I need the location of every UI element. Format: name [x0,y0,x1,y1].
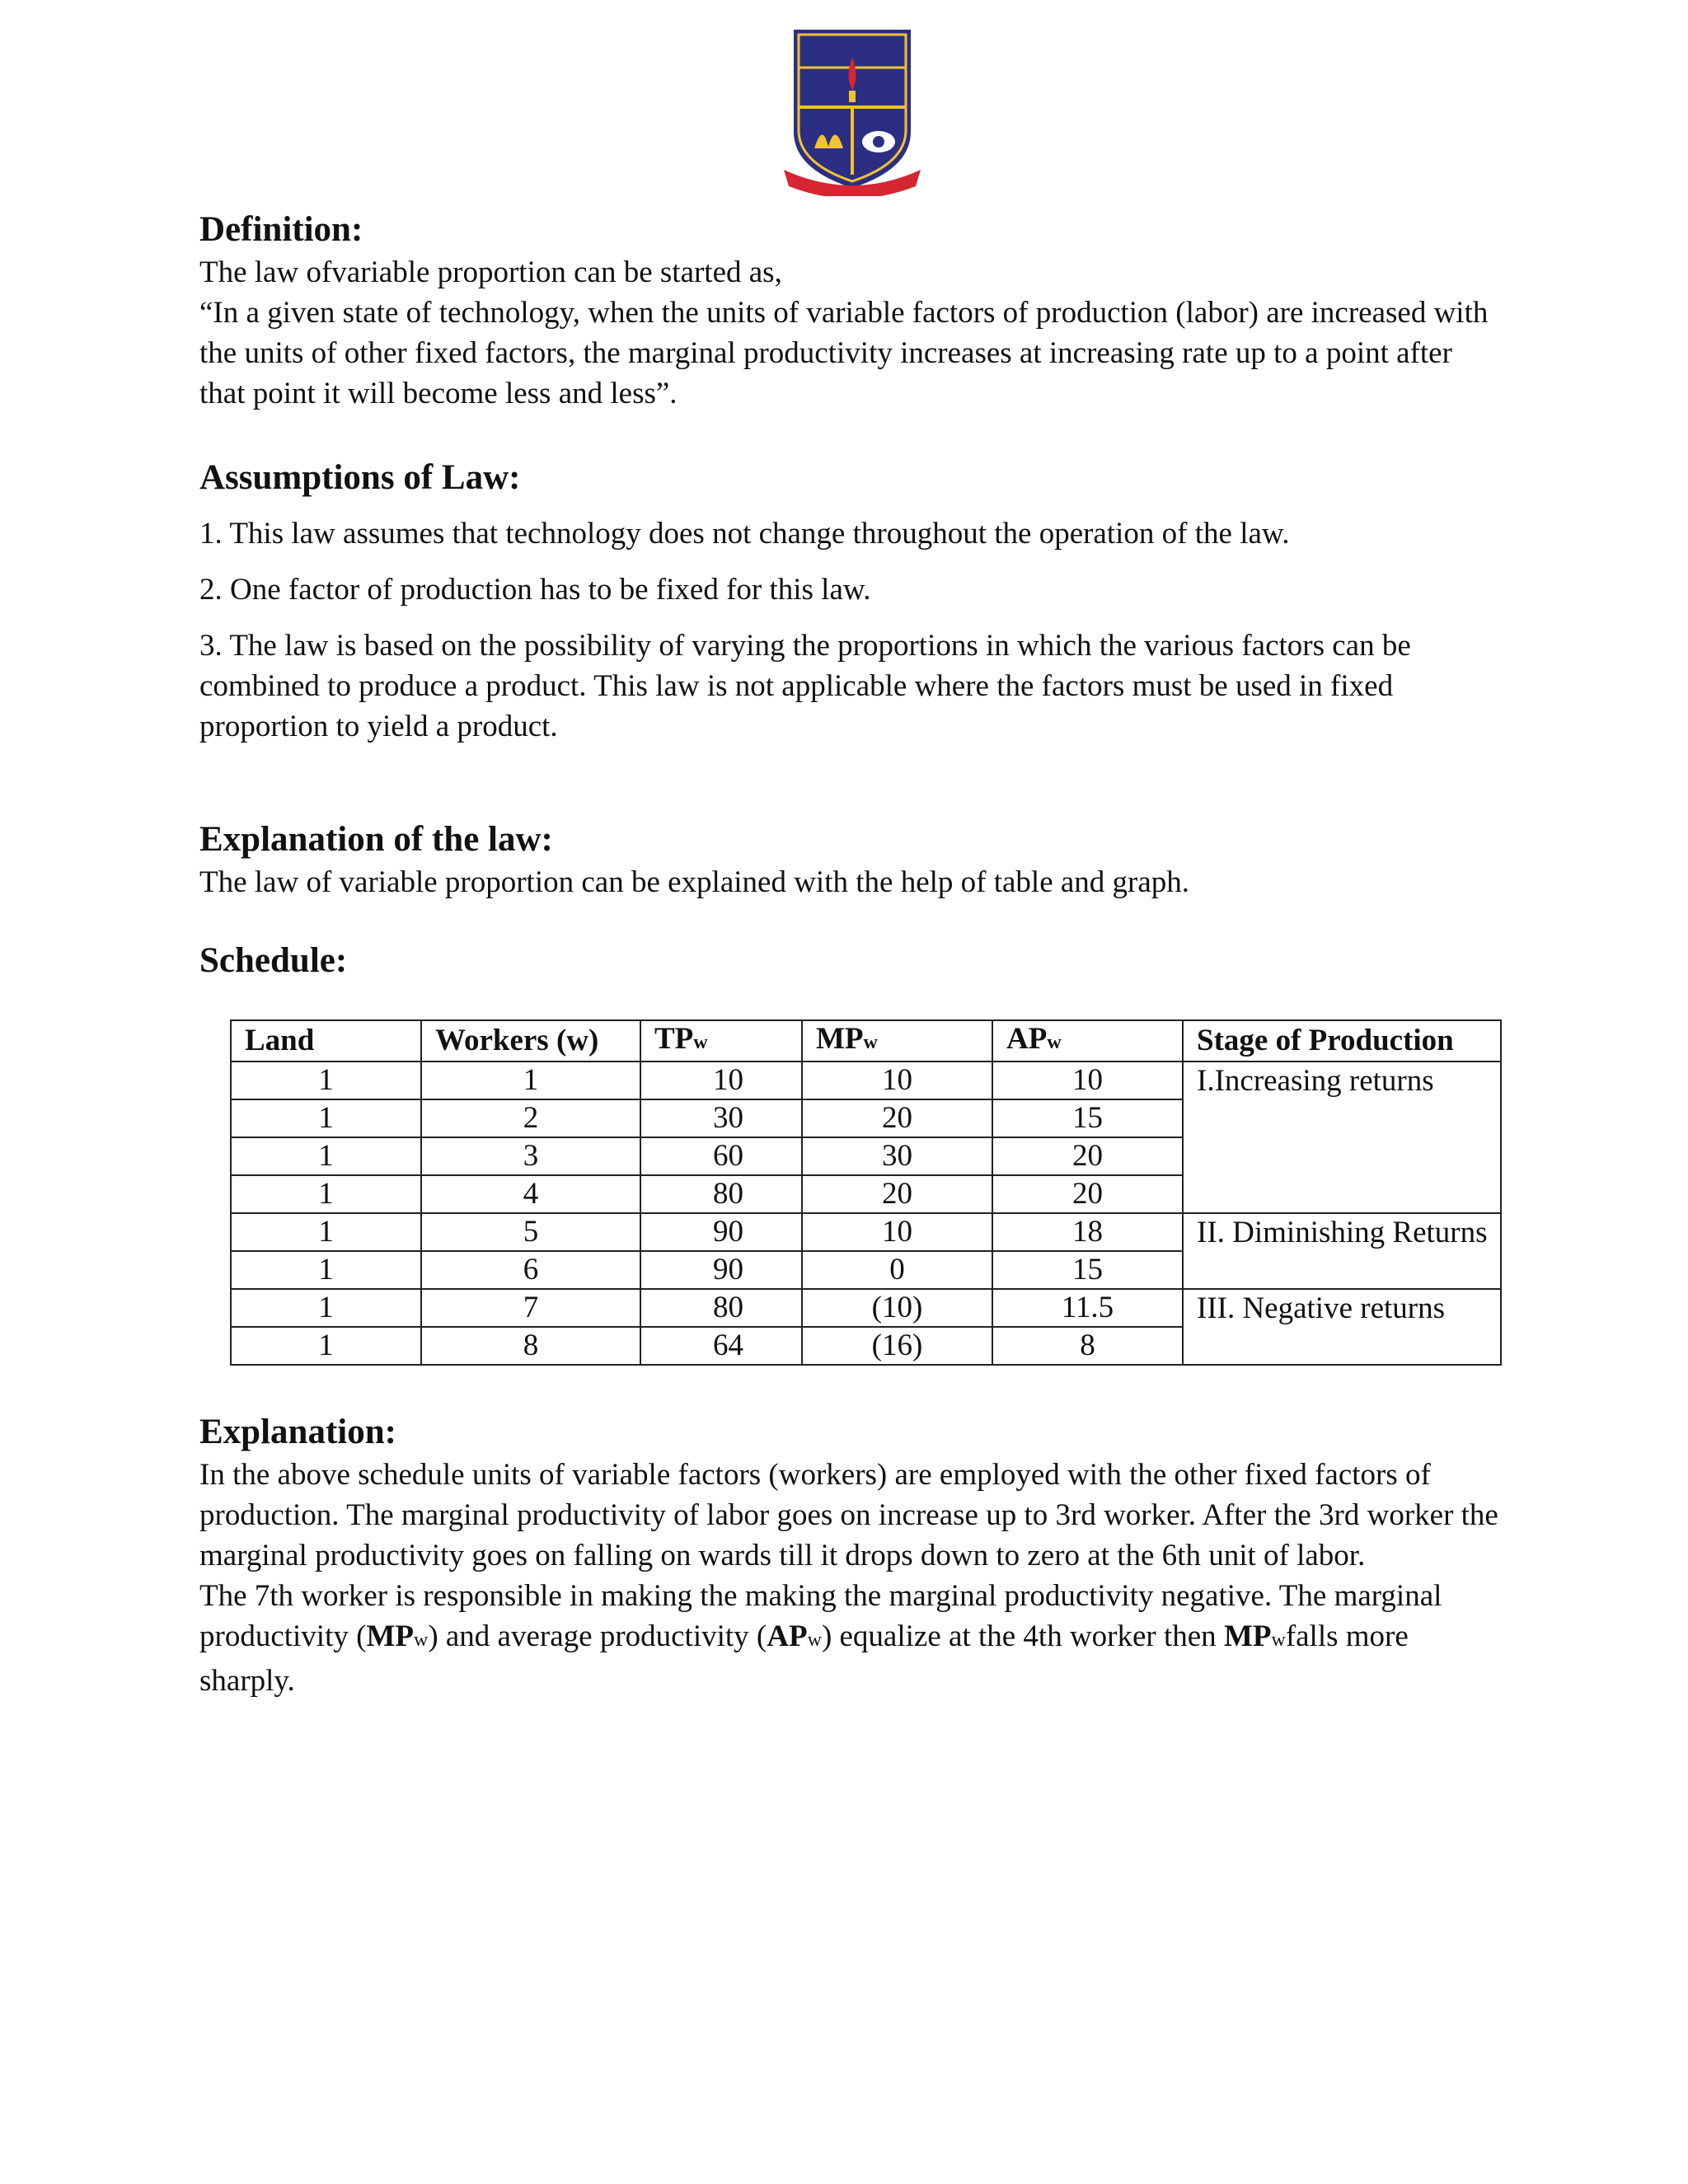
tp-label: TP [654,1022,694,1056]
stage-increasing: I.Increasing returns [1183,1062,1501,1213]
explanation-para2 [199,1576,1502,1701]
ap-subscript-text: w [807,1629,822,1651]
cell-land: 1 [231,1213,421,1251]
cell-ap: 10 [992,1062,1183,1099]
mp-subscript: w [863,1032,878,1053]
para2-mid: ) and average productivity ( [428,1619,767,1653]
cell-mp: 10 [802,1062,992,1099]
cell-land: 1 [231,1175,421,1213]
cell-tp: 90 [640,1251,802,1289]
explanation-para1: In the above schedule units of variable factors (workers) are employed with the other fixed factors of production. The marginal productivity of labor goes on increase up to 3rd worker. After the 3rd worker the marginal productivity goes on falling on wards till it drops down to zero at the 6th unit of labor. [199,1458,1498,1572]
cell-workers: 2 [421,1099,640,1137]
stage-diminishing: II. Diminishing Returns [1183,1213,1501,1289]
cell-workers: 3 [421,1137,640,1175]
cell-ap: 20 [992,1137,1183,1175]
definition-heading: Definition: [199,210,363,249]
cell-tp: 90 [640,1213,802,1251]
mp-subscript-text: w [413,1629,429,1651]
tp-subscript: w [693,1032,708,1053]
column-header-tp [640,1020,802,1062]
cell-land: 1 [231,1289,421,1327]
explanation-heading: Explanation: [199,1413,396,1451]
cell-workers: 8 [421,1327,640,1365]
explanation-of-law-heading: Explanation of the law: [199,820,553,859]
cell-mp: 0 [802,1251,992,1289]
table-row [231,1062,1501,1099]
column-header-workers: Workers (w) [421,1020,640,1062]
cell-ap: 20 [992,1175,1183,1213]
cell-land: 1 [231,1137,421,1175]
column-header-land: Land [231,1020,421,1062]
mp-bold: MP [366,1619,414,1653]
cell-mp: 20 [802,1175,992,1213]
cell-ap: 15 [992,1099,1183,1137]
table-row [231,1213,1501,1251]
mp-label: MP [816,1022,864,1056]
ap-bold: AP [767,1619,808,1653]
cell-workers: 6 [421,1251,640,1289]
column-header-mp [802,1020,992,1062]
explanation-of-law-text: The law of variable proportion can be explained with the help of table and graph. [199,865,1190,899]
definition-intro: The law ofvariable proportion can be started as, [199,255,782,289]
schedule-table-wrapper [230,1019,1502,1366]
schedule-table [230,1019,1502,1366]
column-header-stage: Stage of Production [1183,1020,1501,1062]
cell-ap: 11.5 [992,1289,1183,1327]
cell-mp: (10) [802,1289,992,1327]
cell-tp: 10 [640,1062,802,1099]
cell-workers: 7 [421,1289,640,1327]
schedule-heading: Schedule: [199,941,348,980]
cell-ap: 15 [992,1251,1183,1289]
ap-label: AP [1006,1022,1048,1056]
cell-mp: 30 [802,1137,992,1175]
table-header-row [231,1020,1501,1062]
cell-mp: 10 [802,1213,992,1251]
cell-tp: 64 [640,1327,802,1365]
ap-subscript: w [1047,1032,1062,1053]
cell-workers: 4 [421,1175,640,1213]
cell-tp: 30 [640,1099,802,1137]
cell-tp: 80 [640,1175,802,1213]
cell-land: 1 [231,1062,421,1099]
cell-land: 1 [231,1251,421,1289]
assumptions-heading: Assumptions of Law: [199,458,521,497]
column-header-ap [992,1020,1183,1062]
assumption-item: 1. This law assumes that technology does not change throughout the operation of the law. [199,517,1290,551]
table-row [231,1289,1501,1327]
definition-quote: “In a given state of technology, when the units of variable factors of production (labor) are increased with the units of other fixed factors, the marginal productivity increases at increasing rate up to a point after that point it will become less and less”. [199,296,1489,410]
cell-land: 1 [231,1327,421,1365]
document-body [199,208,1502,1701]
stage-negative: III. Negative returns [1183,1289,1501,1365]
para2-start: The 7th worker is responsible in making the making the marginal productivity negative. The marginal productivity ( [199,1579,1442,1653]
cell-workers: 5 [421,1213,640,1251]
cell-ap: 18 [992,1213,1183,1251]
assumptions-list [199,513,1502,747]
para2-end: falls more sharply. [199,1619,1409,1698]
cell-ap: 8 [992,1327,1183,1365]
para2-mid2: ) equalize at the 4th worker then [821,1619,1217,1653]
assumption-item: 2. One factor of production has to be fixed for this law. [199,573,871,607]
cell-mp: (16) [802,1327,992,1365]
mp-bold-2: MP [1223,1619,1272,1653]
cell-mp: 20 [802,1099,992,1137]
assumption-item: 3. The law is based on the possibility of varying the proportions in which the various factors can be combined to produce a product. This law is not applicable where the factors must be used in fixed proportion to yield a product. [199,629,1411,743]
cell-tp: 80 [640,1289,802,1327]
cell-land: 1 [231,1099,421,1137]
mp-subscript-text-2: w [1271,1629,1286,1651]
cell-tp: 60 [640,1137,802,1175]
university-crest-logo [777,25,927,196]
cell-workers: 1 [421,1062,640,1099]
